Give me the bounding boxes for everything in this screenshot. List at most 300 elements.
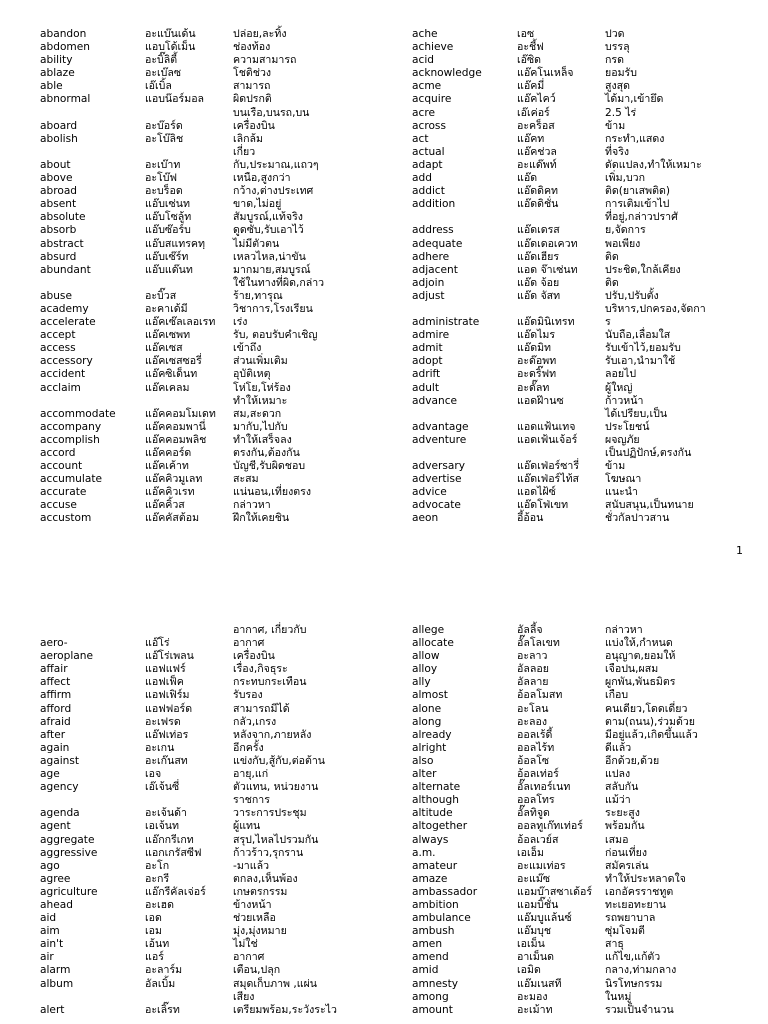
entry-word: affirm	[40, 689, 72, 702]
entry-pronunciation: แอฟเฟิร์ม	[145, 689, 190, 702]
entry-meaning: รับรอง	[233, 689, 263, 702]
entry-meaning: ลอยไป	[605, 368, 637, 381]
entry-pronunciation: อัลลอย	[517, 663, 549, 676]
entry-pronunciation: อะแบ๊นเด้น	[145, 28, 196, 40]
entry-pronunciation: อั๊ลทิจูด	[517, 807, 550, 820]
entry-word: absorb	[40, 224, 77, 237]
entry-word: adopt	[412, 355, 443, 368]
entry-word: able	[40, 80, 63, 93]
entry-word: ambassador	[412, 885, 478, 898]
entry-word: aggressive	[40, 846, 98, 859]
entry-word: along	[412, 715, 442, 728]
entry-meaning: ร	[605, 316, 611, 329]
entry-word: abandon	[40, 28, 87, 40]
entry-meaning: ซุ่มโจมตี	[605, 925, 645, 938]
entry-word: accuse	[40, 499, 77, 512]
entry-meaning: เลิกล้ม	[233, 132, 264, 145]
entry-meaning: แม้ว่า	[605, 794, 631, 807]
entry-meaning: ช่องท้อง	[233, 41, 271, 54]
entry-meaning: กลัว,เกรง	[233, 715, 277, 728]
entry-word: ablaze	[40, 67, 75, 80]
entry-word: addict	[412, 185, 445, 198]
entry-meaning: สมัครเล่น	[605, 859, 649, 872]
entry-word: add	[412, 172, 432, 185]
entry-word: ambition	[412, 898, 459, 911]
entry-meaning: หลังจาก,ภายหลัง	[233, 728, 312, 741]
entry-pronunciation: แอ๊คคอร์ด	[145, 447, 192, 459]
entry-meaning: เพิ่ม,บวก	[605, 172, 646, 185]
entry-word: afraid	[40, 715, 71, 728]
entry-word: amnesty	[412, 977, 458, 990]
entry-pronunciation: เอ๊ซิด	[517, 54, 542, 67]
entry-word: affair	[40, 663, 68, 676]
entry-pronunciation: อะคร็อส	[517, 119, 555, 132]
entry-pronunciation: เอจ	[145, 768, 162, 781]
entry-pronunciation: อ้อลโมสท	[517, 689, 563, 702]
entry-pronunciation: อะด๊อพท	[517, 355, 557, 368]
entry-pronunciation: แอ๊คช่วล	[517, 145, 557, 158]
entry-pronunciation: แอ๊คเคลม	[145, 381, 190, 394]
entry-pronunciation: อะบิ๊ลิตี้	[145, 54, 178, 67]
entry-pronunciation: อ้อลเท่อร์	[517, 768, 559, 781]
entry-word: adapt	[412, 158, 443, 171]
entry-pronunciation: อะแม๊ซ	[517, 872, 551, 885]
entry-pronunciation: เอม	[145, 925, 162, 938]
entry-word: almost	[412, 689, 448, 702]
entry-pronunciation: แอ๊คคอมพานี่	[145, 420, 206, 433]
entry-word: aboard	[40, 119, 78, 132]
entry-word: amount	[412, 1003, 453, 1016]
entry-meaning: ระยะสูง	[605, 807, 640, 820]
entry-pronunciation: แอบน๊อร์มอล	[145, 93, 205, 106]
entry-pronunciation: แอ๊คเซสซอรี่	[145, 355, 202, 368]
entry-pronunciation: อะบิ๊วส	[145, 289, 177, 302]
entry-meaning: เสียง	[233, 990, 255, 1003]
entry-pronunciation: อะเจ้นด้า	[145, 807, 187, 820]
entry-meaning: กล่าวหา	[233, 499, 271, 512]
entry-pronunciation: แอ๊ดดิชั่น	[517, 198, 559, 211]
entry-meaning: กับ,ประมาณ,แถวๆ	[233, 158, 319, 171]
entry-meaning: ตกลง,เห็นพ้อง	[233, 872, 298, 885]
entry-meaning: สรุป,ไหลไปรวมกัน	[233, 833, 319, 846]
entry-pronunciation: เอ๊เจ้นซี่	[145, 781, 180, 794]
entry-pronunciation: แอ๊ดเฟ่อร์ซารี่	[517, 460, 580, 473]
entry-pronunciation: แอ๊ดเฟ่อร์ไท้ส	[517, 473, 580, 486]
entry-pronunciation: แอบโด้เม็น	[145, 41, 196, 54]
entry-word: acclaim	[40, 381, 81, 394]
entry-pronunciation: แอฟฟอร์ด	[145, 702, 193, 715]
entry-word: advertise	[412, 473, 462, 486]
entry-word: agriculture	[40, 885, 98, 898]
entry-meaning: สามารถ	[233, 80, 271, 93]
entry-pronunciation: อัลลี้จ	[517, 624, 543, 636]
entry-pronunciation: เอ๊เบิ้ล	[145, 80, 172, 93]
entry-meaning: ผูกพัน,พันธมิตร	[605, 676, 676, 689]
entry-pronunciation: แอ๊คคอมโมเดท	[145, 407, 216, 420]
entry-word: abstract	[40, 237, 84, 250]
entry-word: accessory	[40, 355, 93, 368]
entry-meaning: ใช้ในทางที่ผิด,กล่าว	[233, 276, 325, 289]
entry-pronunciation: อะเฟรด	[145, 715, 181, 728]
entry-pronunciation: แอ๊กรีคัลเจ่อร์	[145, 885, 206, 898]
entry-word: absent	[40, 198, 77, 211]
entry-meaning: อุบัติเหตุ	[233, 368, 271, 381]
entry-word: ago	[40, 859, 60, 872]
entry-word: adversary	[412, 460, 465, 473]
entry-word: actual	[412, 145, 445, 158]
entry-word: alone	[412, 702, 442, 715]
entry-word: alternate	[412, 781, 461, 794]
entry-word: aeroplane	[40, 650, 94, 663]
entry-pronunciation: แอ๊ดเดอเควท	[517, 237, 578, 250]
entry-pronunciation: แอ๊คคอมพลิช	[145, 433, 207, 446]
entry-meaning: ข้าม	[605, 119, 626, 132]
entry-pronunciation: อาเม็นด	[517, 951, 555, 964]
entry-meaning: เครื่องบิน	[233, 119, 275, 132]
entry-pronunciation: แอฟเฟ็ค	[145, 676, 184, 689]
entry-meaning: วิชาการ,โรงเรียน	[233, 302, 313, 315]
entry-word: addition	[412, 198, 456, 211]
entry-pronunciation: แอดเฟ้นเจ้อร์	[517, 433, 578, 446]
entry-word: advantage	[412, 420, 469, 433]
entry-pronunciation: เอ้นท	[145, 938, 170, 951]
entry-meaning: ทะเยอทะยาน	[605, 898, 666, 911]
entry-word: alright	[412, 741, 447, 754]
entry-meaning: แน่นอน,เที่ยงตรง	[233, 486, 312, 499]
entry-word: altogether	[412, 820, 468, 833]
entry-meaning: รับ, ตอบรับคำเชิญ	[233, 329, 318, 342]
page-number: 1	[736, 544, 743, 557]
entry-meaning: ร้าย,ทารุณ	[233, 289, 283, 302]
entry-pronunciation: อะบ๊อร์ด	[145, 119, 183, 132]
entry-pronunciation: อะลาร์ม	[145, 964, 183, 977]
entry-pronunciation: แอ๊คท	[517, 132, 545, 145]
entry-word: aero-	[40, 637, 68, 650]
entry-word: agenda	[40, 807, 80, 820]
entry-word: acquire	[412, 93, 452, 106]
entry-word: accumulate	[40, 473, 102, 486]
entry-word: adjust	[412, 289, 445, 302]
entry-meaning: ที่จริง	[605, 145, 630, 158]
entry-word: allocate	[412, 637, 454, 650]
entry-pronunciation: อ้อลโซ	[517, 754, 550, 767]
entry-word: admit	[412, 342, 443, 355]
entry-word: above	[40, 172, 73, 185]
entry-word: ambulance	[412, 912, 471, 925]
entry-meaning: ติด	[605, 276, 619, 289]
entry-word: affect	[40, 676, 71, 689]
entry-pronunciation: แอ๊คเค้าท	[145, 460, 189, 473]
entry-word: agency	[40, 781, 79, 794]
entry-word: accustom	[40, 512, 92, 525]
entry-word: amateur	[412, 859, 458, 872]
entry-meaning: ทำให้ประหลาดใจ	[605, 872, 686, 885]
entry-meaning: นับถือ,เลื่อมใส	[605, 329, 671, 342]
entry-pronunciation: อะดริ๊ฟท	[517, 368, 557, 381]
entry-meaning: ผจญภัย	[605, 433, 640, 446]
entry-meaning: ชั่วกัลปาวสาน	[605, 512, 670, 525]
entry-pronunciation: อะกรี	[145, 872, 170, 885]
entry-pronunciation: แอ๊มเนสที	[517, 977, 562, 990]
entry-word: alloy	[412, 663, 438, 676]
entry-meaning: กระทบกระเทือน	[233, 676, 307, 689]
entry-meaning: ดีแล้ว	[605, 741, 632, 754]
entry-meaning: สะสม	[233, 473, 259, 486]
entry-word: accept	[40, 329, 76, 342]
entry-meaning: นิรโทษกรรม	[605, 977, 663, 990]
entry-word: about	[40, 158, 71, 171]
entry-meaning: ประโยชน์	[605, 420, 650, 433]
entry-pronunciation: อะเก๊นสท	[145, 754, 188, 767]
entry-pronunciation: อั๊ลเทอร์เนท	[517, 781, 571, 794]
entry-pronunciation: เอซ	[517, 28, 535, 40]
entry-meaning: อากาศ	[233, 637, 265, 650]
entry-meaning: สนับสนุน,เป็นทนาย	[605, 499, 694, 512]
entry-meaning: บริหาร,ปกครอง,จัดกา	[605, 302, 706, 315]
entry-pronunciation: เอเอ็ม	[517, 846, 544, 859]
entry-pronunciation: แอ๊ด จัสท	[517, 289, 561, 302]
entry-pronunciation: อะดั๊ลท	[517, 381, 550, 394]
entry-word: agree	[40, 872, 71, 885]
entry-pronunciation: ออลไร้ท	[517, 741, 555, 754]
entry-word: aim	[40, 925, 60, 938]
entry-pronunciation: อัลเบิ้ม	[145, 977, 176, 990]
entry-meaning: สัมบูรณ์,แท้จริง	[233, 211, 303, 224]
entry-pronunciation: แอ๊กกรีเกท	[145, 833, 194, 846]
entry-word: acknowledge	[412, 67, 482, 80]
entry-pronunciation: แอ๊คคิ้วส	[145, 499, 185, 512]
entry-meaning: แนะนำ	[605, 486, 638, 499]
entry-pronunciation: อะโบ๊ลิช	[145, 132, 184, 145]
entry-pronunciation: แอ๊ดมินิเทรท	[517, 316, 575, 329]
entry-pronunciation: อะลาว	[517, 650, 548, 663]
entry-meaning: บัญชี,รับผิดชอบ	[233, 460, 306, 473]
entry-pronunciation: แอ๊คคัสต้อม	[145, 512, 200, 525]
entry-meaning: อนุญาต,ยอมให้	[605, 650, 676, 663]
entry-meaning: ติด	[605, 250, 619, 263]
entry-meaning: เอกอัครราชทูต	[605, 885, 674, 898]
entry-meaning: มุ่ง,มุ่งหมาย	[233, 925, 287, 938]
entry-pronunciation: อะบร็อด	[145, 185, 183, 198]
entry-meaning: แบ่งให้,กำหนด	[605, 637, 673, 650]
entry-word: agent	[40, 820, 71, 833]
entry-pronunciation: เอมิด	[517, 964, 541, 977]
entry-meaning: แก้ไข,แก้ตัว	[605, 951, 661, 964]
entry-pronunciation: แอ๊ดเดรส	[517, 224, 560, 237]
entry-word: always	[412, 833, 449, 846]
entry-pronunciation: เอ๊เค่อร์	[517, 106, 550, 119]
entry-word: acme	[412, 80, 442, 93]
entry-pronunciation: แอ๊โร่เพลน	[145, 650, 194, 663]
entry-meaning: ไม่มีตัวตน	[233, 237, 280, 250]
entry-pronunciation: แอ๊ด	[517, 172, 538, 185]
entry-pronunciation: อั๊ลโลเขท	[517, 637, 560, 650]
entry-pronunciation: อะเบ๊ลซ	[145, 67, 182, 80]
entry-word: among	[412, 990, 449, 1003]
entry-meaning: รวมเป็นจำนวน	[605, 1003, 674, 1016]
entry-pronunciation: อะเลิ๊รท	[145, 1003, 180, 1016]
entry-meaning: เหนือ,สูงกว่า	[233, 172, 291, 185]
entry-pronunciation: แอดไฝ้ซ์	[517, 486, 556, 499]
entry-meaning: ขาด,ไม่อยู่	[233, 198, 282, 211]
entry-meaning: ดัดแปลง,ทำให้เหมาะ	[605, 158, 702, 171]
entry-meaning: เหลวไหล,น่าขัน	[233, 250, 306, 263]
entry-word: abroad	[40, 185, 78, 198]
entry-meaning: แปลง	[605, 768, 631, 781]
entry-meaning: มากับ,ไปกับ	[233, 420, 288, 433]
entry-pronunciation: อะแมเท่อร	[517, 859, 566, 872]
entry-word: aggregate	[40, 833, 95, 846]
entry-word: ally	[412, 676, 431, 689]
entry-meaning: แข่งกับ,สู้กับ,ต่อต้าน	[233, 754, 326, 767]
entry-meaning: กว้าง,ต่างประเทศ	[233, 185, 314, 198]
entry-meaning: ปล่อย,ละทิ้ง	[233, 28, 287, 40]
entry-word: advance	[412, 394, 458, 407]
entry-pronunciation: แอ๊บโซลู้ท	[145, 211, 192, 224]
entry-meaning: เสมอ	[605, 833, 629, 846]
entry-pronunciation: อะลอง	[517, 715, 548, 728]
entry-meaning: โห่โย,โห่ร้อง	[233, 381, 291, 394]
entry-pronunciation: แอ๊คโนเหล็จ	[517, 67, 574, 80]
entry-pronunciation: แอ๊คคิวเรท	[145, 486, 195, 499]
entry-meaning: ทำให้เสร็จลง	[233, 433, 292, 446]
entry-meaning: ที่อยู่,กล่าวปราศั	[605, 211, 678, 224]
entry-word: alarm	[40, 964, 71, 977]
entry-pronunciation: อะเกน	[145, 741, 175, 754]
entry-word: afford	[40, 702, 72, 715]
entry-word: accomplish	[40, 433, 100, 446]
entry-pronunciation: แอ๊โร่	[145, 637, 170, 650]
entry-meaning: วาระการประชุม	[233, 807, 307, 820]
entry-pronunciation: แอดแฟ้นเทจ	[517, 420, 576, 433]
entry-meaning: เตือน,ปลุก	[233, 964, 281, 977]
entry-meaning: สูงสุด	[605, 80, 630, 93]
entry-meaning: อีกด้วย,ด้วย	[605, 754, 660, 767]
entry-word: adjoin	[412, 276, 445, 289]
entry-word: altitude	[412, 807, 453, 820]
entry-word: amid	[412, 964, 439, 977]
entry-pronunciation: แอ๊คมี่	[517, 80, 545, 93]
entry-meaning: เกษตรกรรม	[233, 885, 288, 898]
entry-pronunciation: แอ๊บสแทรคทฺ	[145, 237, 205, 250]
entry-meaning: เข้าถึง	[233, 342, 262, 355]
entry-meaning: ตรงกัน,ต้องกัน	[233, 447, 300, 459]
entry-meaning: ผิดปรกติ	[233, 93, 272, 106]
entry-meaning: เตรียมพร้อม,ระวังระไว	[233, 1003, 337, 1016]
entry-pronunciation: แอมบิ๊ชั่น	[517, 898, 559, 911]
entry-pronunciation: แอ๊ดมิท	[517, 342, 552, 355]
entry-meaning: รถพยาบาล	[605, 912, 656, 925]
entry-word: advocate	[412, 499, 461, 512]
entry-word: air	[40, 951, 54, 964]
entry-word: ambush	[412, 925, 455, 938]
entry-pronunciation: เอด	[145, 912, 162, 925]
entry-pronunciation: อะคาเด้มี	[145, 302, 188, 315]
entry-meaning: สม,สะดวก	[233, 407, 282, 420]
entry-word: adrift	[412, 368, 441, 381]
entry-word: album	[40, 977, 74, 990]
entry-meaning: ก้าวหน้า	[605, 394, 644, 407]
entry-meaning: มากมาย,สมบูรณ์	[233, 263, 311, 276]
entry-pronunciation: แอฟแฟร์	[145, 663, 186, 676]
entry-word: achieve	[412, 41, 454, 54]
entry-meaning: เกี่ยว	[233, 145, 256, 158]
entry-meaning: ข้าม	[605, 460, 626, 473]
entry-meaning: บรรลุ	[605, 41, 630, 54]
entry-meaning: เจือปน,ผสม	[605, 663, 659, 676]
entry-meaning: ไม่ใช่	[233, 938, 258, 951]
entry-meaning: ตาม(ถนน),ร่วมด้วย	[605, 715, 696, 728]
entry-meaning: กระทำ,แสดง	[605, 132, 665, 145]
entry-meaning: ติด(ยาเสพติด)	[605, 185, 671, 198]
entry-pronunciation: แอ๊มบุช	[517, 925, 552, 938]
entry-word: alert	[40, 1003, 65, 1016]
entry-word: administrate	[412, 316, 480, 329]
entry-meaning: ดูดซับ,รับเอาไว้	[233, 224, 304, 237]
entry-meaning: กรด	[605, 54, 624, 67]
entry-word: against	[40, 754, 80, 767]
entry-pronunciation: อัลลาย	[517, 676, 549, 689]
entry-meaning: -มาแล้ว	[233, 859, 270, 872]
entry-meaning: ส่วนเพิ่มเติม	[233, 355, 288, 368]
entry-pronunciation: แอมบ๊าสซาเด้อร์	[517, 885, 593, 898]
entry-meaning: สาธุ	[605, 938, 624, 951]
entry-word: alter	[412, 768, 437, 781]
entry-meaning: ช่วยเหลือ	[233, 912, 276, 925]
entry-meaning: สมุดเก็บภาพ ,แผ่น	[233, 977, 318, 990]
entry-meaning: ย,จัดการ	[605, 224, 646, 237]
entry-word: aeon	[412, 512, 439, 525]
entry-meaning: ได้เปรียบ,เป็น	[605, 407, 668, 420]
entry-meaning: เกือบ	[605, 689, 629, 702]
entry-word: abolish	[40, 132, 78, 145]
entry-word: accelerate	[40, 316, 96, 329]
entry-word: aid	[40, 912, 57, 925]
entry-word: after	[40, 728, 66, 741]
entry-pronunciation: ออลเร้ดี้	[517, 728, 553, 741]
entry-meaning: มีอยู่แล้ว,เกิดขึ้นแล้ว	[605, 728, 698, 741]
entry-word: although	[412, 794, 459, 807]
entry-pronunciation: แอ๊คซิเด็นท	[145, 368, 198, 381]
entry-word: abnormal	[40, 93, 91, 106]
entry-word: ache	[412, 28, 438, 40]
entry-word: access	[40, 342, 76, 355]
entry-meaning: รับเอา,นำมาใช้	[605, 355, 676, 368]
entry-word: ain't	[40, 938, 64, 951]
entry-pronunciation: เอเจ้นท	[145, 820, 180, 833]
entry-pronunciation: แอ๊คเซพท	[145, 329, 191, 342]
entry-pronunciation: แอ๊บซ๊อร์บ	[145, 224, 191, 237]
entry-word: again	[40, 741, 70, 754]
entry-pronunciation: แอ๊มบูแล้นซ์	[517, 912, 572, 925]
entry-pronunciation: อะโก	[145, 859, 170, 872]
entry-pronunciation: อะเฮด	[145, 898, 175, 911]
entry-meaning: ข้างหน้า	[233, 898, 272, 911]
entry-meaning: อีกครั้ง	[233, 741, 264, 754]
entry-word: ability	[40, 54, 73, 67]
entry-word: academy	[40, 302, 89, 315]
entry-word: acre	[412, 106, 435, 119]
entry-word: address	[412, 224, 454, 237]
entry-word: abundant	[40, 263, 91, 276]
entry-word: advice	[412, 486, 447, 499]
entry-word: a.m.	[412, 846, 436, 859]
entry-pronunciation: ออลทูเก๊ทเท่อร์	[517, 820, 583, 833]
entry-meaning: ประชิด,ใกล้เคียง	[605, 263, 681, 276]
entry-pronunciation: อะโลน	[517, 702, 549, 715]
entry-meaning: 2.5 ไร่	[605, 106, 637, 119]
entry-word: ahead	[40, 898, 73, 911]
